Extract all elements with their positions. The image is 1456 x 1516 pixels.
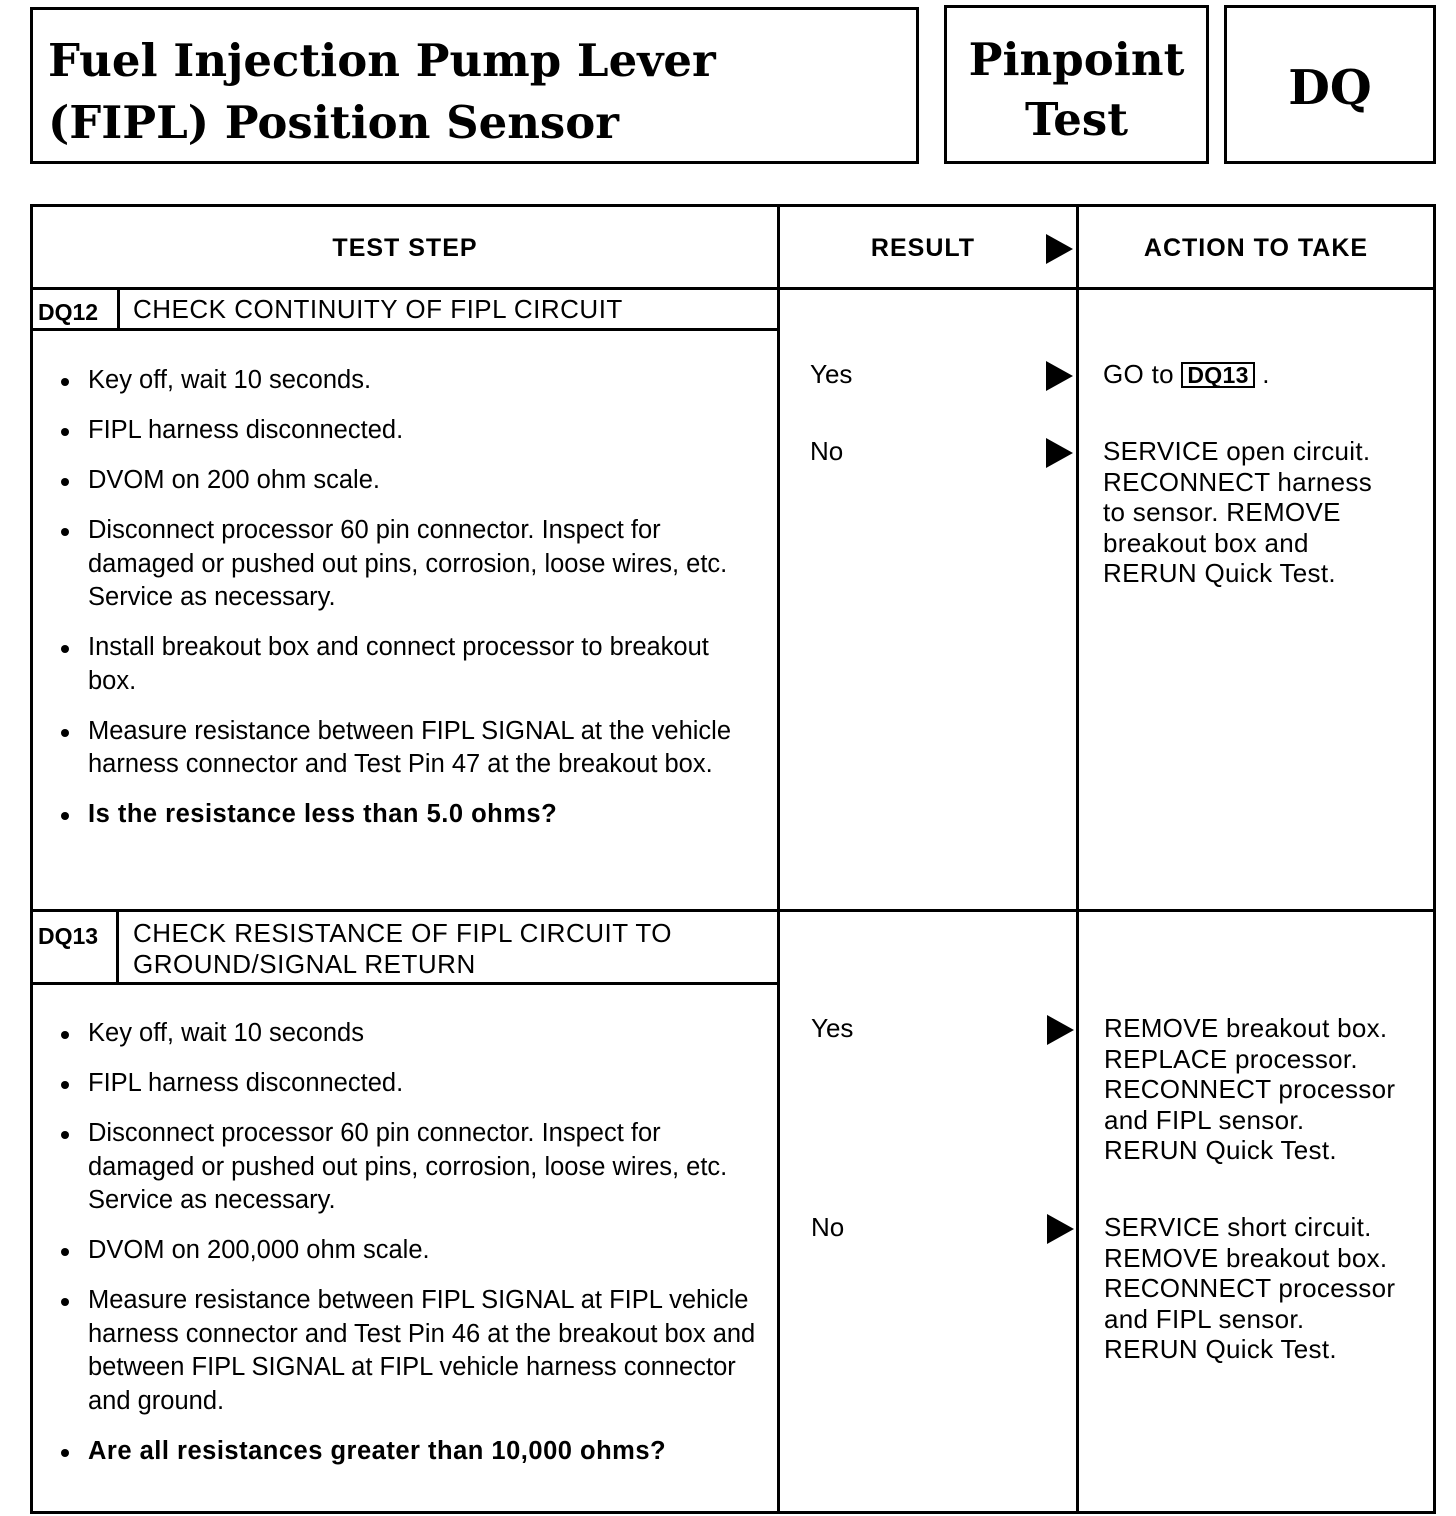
action-go-to bbox=[1103, 359, 1270, 390]
column-header-test-step: TEST STEP bbox=[332, 234, 478, 262]
step-dq12-id-divider bbox=[117, 287, 120, 328]
result-yes: Yes bbox=[811, 1013, 854, 1043]
list-item: FIPL harness disconnected. bbox=[33, 1067, 758, 1101]
list-item: Disconnect processor 60 pin connector. Inspect for damaged or pushed out pins, corrosion, loose wires, etc. Service as necessary. bbox=[33, 1117, 758, 1218]
list-item: Key off, wait 10 seconds bbox=[33, 1017, 758, 1051]
list-item: Install breakout box and connect processor to breakout box. bbox=[33, 631, 753, 698]
pinpoint-line-1: Pinpoint bbox=[968, 33, 1185, 86]
pinpoint-test-label bbox=[947, 30, 1206, 150]
step-title-line-1: CHECK RESISTANCE OF FIPL CIRCUIT TO bbox=[133, 918, 673, 948]
action-text: SERVICE open circuit. RECONNECT harness to sensor. REMOVE breakout box and RERUN Quick Test. bbox=[1103, 436, 1373, 588]
step-title-line-2: GROUND/SIGNAL RETURN bbox=[133, 949, 476, 979]
list-item: FIPL harness disconnected. bbox=[33, 414, 753, 448]
step-dq12-instructions bbox=[33, 364, 753, 848]
step-dq13-id-divider bbox=[116, 909, 119, 982]
pinpoint-line-2: Test bbox=[1024, 93, 1129, 146]
list-item: DVOM on 200,000 ohm scale. bbox=[33, 1234, 758, 1268]
list-item: Measure resistance between FIPL SIGNAL at the vehicle harness connector and Test Pin 47 at the breakout box. bbox=[33, 715, 753, 782]
result-arrow-icon bbox=[1046, 234, 1073, 264]
action-suffix: . bbox=[1262, 359, 1270, 389]
test-code-box bbox=[1224, 5, 1436, 164]
step-dq12-header-divider bbox=[33, 328, 777, 331]
action-text: GO to bbox=[1103, 359, 1174, 389]
list-item: Disconnect processor 60 pin connector. Inspect for damaged or pushed out pins, corrosion, loose wires, etc. Service as necessary. bbox=[33, 514, 753, 615]
step-question: Is the resistance less than 5.0 ohms? bbox=[33, 798, 753, 832]
result-arrow-icon bbox=[1046, 438, 1073, 468]
step-id-dq12: DQ12 bbox=[38, 299, 99, 325]
step-question: Are all resistances greater than 10,000 ohms? bbox=[33, 1435, 758, 1469]
result-arrow-icon bbox=[1047, 1214, 1074, 1244]
action-text: SERVICE short circuit. REMOVE breakout box. RECONNECT processor and FIPL sensor. RERUN Quick Test. bbox=[1104, 1212, 1396, 1364]
action-text: REMOVE breakout box. REPLACE processor. RECONNECT processor and FIPL sensor. RERUN Quick Test. bbox=[1104, 1013, 1396, 1165]
header-divider bbox=[33, 287, 1433, 290]
column-divider-action bbox=[1076, 207, 1079, 1511]
list-item: Key off, wait 10 seconds. bbox=[33, 364, 753, 398]
list-item: DVOM on 200 ohm scale. bbox=[33, 464, 753, 498]
title-line-2: (FIPL) Position Sensor bbox=[48, 96, 619, 149]
step-id-dq13: DQ13 bbox=[38, 923, 99, 949]
title-box bbox=[30, 7, 919, 164]
step-title-dq12: CHECK CONTINUITY OF FIPL CIRCUIT bbox=[133, 294, 623, 324]
column-header-result: RESULT bbox=[870, 234, 976, 262]
result-no: No bbox=[811, 1212, 845, 1242]
step-title-dq13 bbox=[133, 918, 672, 980]
section-divider bbox=[33, 909, 1433, 912]
step-dq13-instructions bbox=[33, 1017, 758, 1485]
result-arrow-icon bbox=[1046, 361, 1073, 391]
pinpoint-test-box bbox=[944, 5, 1209, 164]
column-divider-result bbox=[777, 207, 780, 1511]
title-line-1: Fuel Injection Pump Lever bbox=[48, 34, 716, 87]
page-title bbox=[48, 30, 716, 154]
column-header-action: ACTION TO TAKE bbox=[1143, 234, 1369, 262]
result-no: No bbox=[810, 436, 844, 466]
step-reference-dq13[interactable]: DQ13 bbox=[1181, 362, 1254, 388]
list-item: Measure resistance between FIPL SIGNAL at FIPL vehicle harness connector and Test Pin 46 at the breakout box and between FIPL SIGNAL at FIPL vehicle harness connector and ground. bbox=[33, 1284, 758, 1418]
result-arrow-icon bbox=[1047, 1015, 1074, 1045]
step-dq13-header-divider bbox=[33, 982, 777, 985]
test-code: DQ bbox=[1288, 60, 1372, 116]
test-table bbox=[30, 204, 1436, 1514]
result-yes: Yes bbox=[810, 359, 853, 389]
